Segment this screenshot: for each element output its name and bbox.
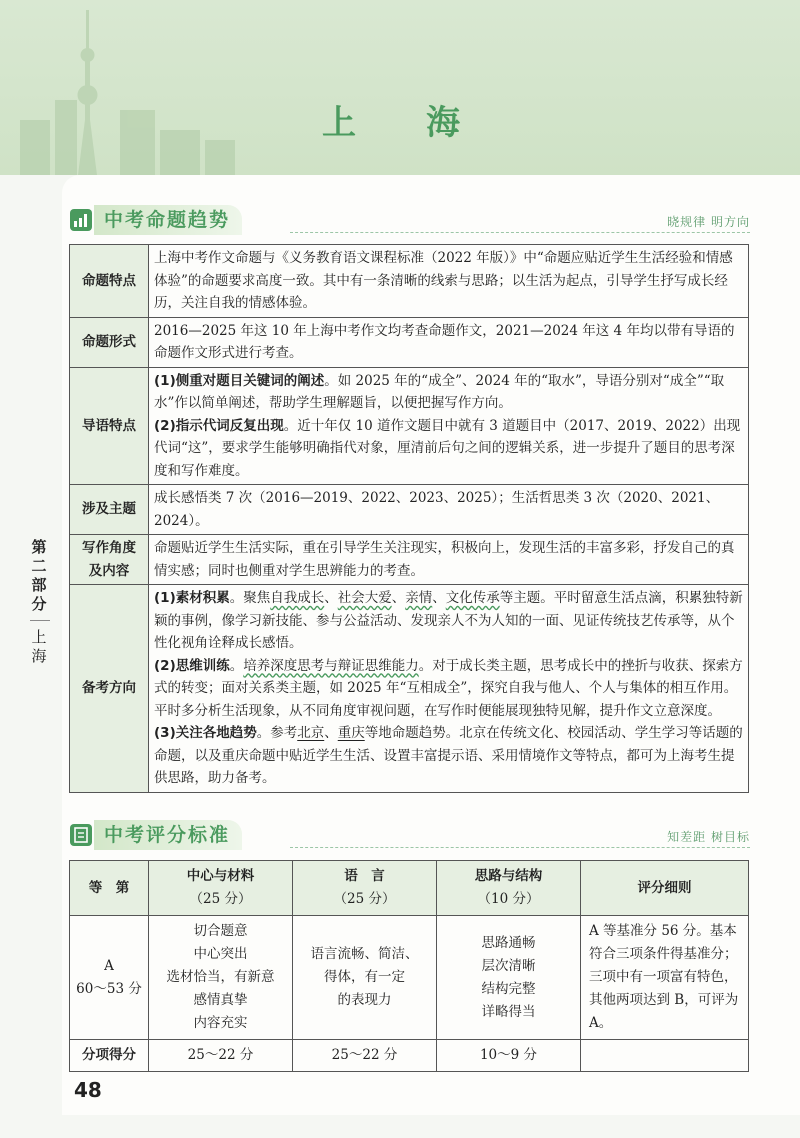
section-trend-heading xyxy=(70,205,750,235)
table-row xyxy=(70,585,749,793)
point-text: 等地命题趋势。北京在传统文化、校园活动、学生学习等话题的命题，以及重庆命题中贴近学生生活、设置丰富提示语、采用情境作文等特点，都可为上海考生提供思路，助力备考。 xyxy=(154,725,743,786)
section-trend-slogan: 晓规律 明方向 xyxy=(667,215,750,229)
grade-cell xyxy=(70,916,149,1040)
row-label: 导语特点 xyxy=(70,367,149,485)
language-cell xyxy=(293,916,437,1040)
criterion: 内容充实 xyxy=(193,1015,248,1031)
point-text: 。对于成长类主题，思考成长中的挫折与收获、探索方式的转变；面对关系类主题，如 2025 年“互相成全”，探究自我与他人、个人与集体的相互作用。平时多分析生活现象，从不同角度审视问题，在写作时便能展现独特见解，提升作文立意深度。 xyxy=(154,657,743,719)
row-text: 成长感悟类 7 次（2016—2019、2022、2023、2025）；生活哲思类 3 次（2020、2021、2024）。 xyxy=(149,485,749,535)
criterion: 详略得当 xyxy=(481,1003,536,1020)
row-text xyxy=(149,367,749,485)
row-text xyxy=(149,585,749,793)
column-header-label: 中心与材料 xyxy=(186,868,255,884)
point-text: 等主题。平时留意生活点滴，积累独特新颖的事例，像学习新技能、参与公益活动、发现亲人不为人知的一面、见证传统技艺传承等，从个性化视角诠释成长感悟。 xyxy=(154,590,743,651)
column-header xyxy=(70,861,149,916)
point-text: 。 xyxy=(229,657,244,674)
sub-score-structure: 10～9 分 xyxy=(437,1040,581,1072)
criterion: 的表现力 xyxy=(337,992,392,1008)
row-label: 备考方向 xyxy=(70,585,149,793)
key-phrase-highlight: 培养深度思考与辩证思维能力 xyxy=(243,657,419,674)
table-header-row xyxy=(70,861,749,916)
row-label: 涉及主题 xyxy=(70,485,149,535)
separator: 、 xyxy=(324,725,338,741)
separator: 、 xyxy=(391,590,406,606)
criterion: 语言流畅、简洁、 xyxy=(310,946,419,962)
bold-point: (3)关注各地趋势 xyxy=(154,725,257,741)
topic-highlight: 社会大爱 xyxy=(337,590,392,606)
chart-icon xyxy=(70,209,92,231)
header-band xyxy=(0,0,800,175)
separator: 、 xyxy=(432,590,446,606)
bold-point: (1)素材积累 xyxy=(154,590,230,606)
table-row xyxy=(70,1040,749,1072)
city-highlight: 北京 xyxy=(297,725,325,741)
shanghai-skyline-icon xyxy=(0,0,260,175)
score-table xyxy=(69,860,749,1072)
document-icon xyxy=(70,824,92,846)
table-row xyxy=(70,535,749,585)
sub-score-label: 分项得分 xyxy=(70,1040,149,1072)
divider xyxy=(290,847,750,848)
table-row xyxy=(70,245,749,318)
column-header xyxy=(149,861,293,916)
criterion: 切合题意 xyxy=(193,923,248,939)
criterion: 层次清晰 xyxy=(481,957,536,974)
trend-table xyxy=(69,244,749,793)
row-label-line: 及内容 xyxy=(88,562,130,579)
row-text: 2016—2025 年这 10 年上海中考作文均考查命题作文，2021—2024 年这 4 年均以带有导语的命题作文形式进行考查。 xyxy=(149,317,749,367)
structure-cell xyxy=(437,916,581,1040)
column-header xyxy=(293,861,437,916)
column-header-sub: （25 分） xyxy=(333,891,396,907)
side-tab-part: 第二部分 xyxy=(31,538,47,613)
bold-point: (2)思维训练 xyxy=(154,657,230,674)
page-title: 上 海 xyxy=(322,103,478,143)
criterion: 得体，有一定 xyxy=(324,969,405,985)
section-trend-title: 中考命题趋势 xyxy=(94,205,242,235)
criterion: 思路通畅 xyxy=(481,934,536,951)
table-row xyxy=(70,317,749,367)
side-tab-divider xyxy=(30,620,50,621)
row-label: 命题特点 xyxy=(70,245,149,318)
row-text: 命题贴近学生生活实际，重在引导学生关注现实，积极向上，发现生活的丰富多彩，抒发自己的真情实感；同时也侧重对学生思辨能力的考查。 xyxy=(149,535,749,585)
column-header-label: 等 第 xyxy=(88,879,130,896)
page-number: 48 xyxy=(74,1078,102,1102)
bold-point: (1)侧重对题目关键词的阐述 xyxy=(154,372,325,389)
row-text: 上海中考作文命题与《义务教育语文课程标准（2022 年版）》中“命题应贴近学生生活经验和情感体验”的命题要求高度一致。其中有一条清晰的线索与思路；以生活为起点，引导学生抒写成长经历，关注自我的情感体验。 xyxy=(149,245,749,318)
content-cell xyxy=(149,916,293,1040)
table-row xyxy=(70,367,749,485)
section-score-slogan: 知差距 树目标 xyxy=(667,830,750,844)
table-row xyxy=(70,916,749,1040)
column-header xyxy=(437,861,581,916)
column-header-label: 语 言 xyxy=(344,868,385,884)
separator: 、 xyxy=(324,590,338,606)
side-tab xyxy=(22,520,62,760)
sub-score-language: 25～22 分 xyxy=(293,1040,437,1072)
row-label xyxy=(70,535,149,585)
side-tab-region: 上海 xyxy=(31,628,47,665)
bold-point: (2)指示代词反复出现 xyxy=(154,417,284,434)
row-label: 命题形式 xyxy=(70,317,149,367)
topic-highlight: 亲情 xyxy=(405,590,433,606)
table-row xyxy=(70,485,749,535)
grade-letter: A xyxy=(104,957,114,974)
city-highlight: 重庆 xyxy=(337,725,365,741)
grade-range: 60～53 分 xyxy=(76,980,142,997)
criterion: 选材恰当，有新意 xyxy=(166,969,275,985)
rule-cell: A 等基准分 56 分。基本符合三项条件得基准分；三项中有一项富有特色，其他两项达到 B，可评为 A。 xyxy=(581,916,749,1040)
point-text: 。参考 xyxy=(256,725,298,741)
sub-score-content: 25～22 分 xyxy=(149,1040,293,1072)
criterion: 结构完整 xyxy=(481,980,536,997)
point-text: 。如 2025 年的“成全”、2024 年的“取水”，导语分别对“成全”“取水”作以简单阐述，帮助学生理解题旨，以便把握写作方向。 xyxy=(154,372,725,411)
divider xyxy=(290,232,750,233)
criterion: 感情真挚 xyxy=(193,992,248,1008)
column-header-label: 评分细则 xyxy=(637,879,692,896)
section-score-title: 中考评分标准 xyxy=(94,820,242,850)
column-header xyxy=(581,861,749,916)
point-text: 。聚焦 xyxy=(229,590,271,606)
column-header-label: 思路与结构 xyxy=(474,868,543,884)
topic-highlight: 自我成长 xyxy=(270,590,325,606)
criterion: 中心突出 xyxy=(193,946,248,962)
topic-highlight: 文化传承 xyxy=(445,590,500,606)
column-header-sub: （10 分） xyxy=(477,891,540,907)
point-text: 。近十年仅 10 道作文题目中就有 3 道题目中（2017、2019、2022）出现代词“这”，要求学生能够明确指代对象，厘清前后句之间的逻辑关系，进一步提升了题目的思考深度和写作难度。 xyxy=(154,417,741,479)
bottom-margin xyxy=(62,1115,800,1138)
column-header-sub: （25 分） xyxy=(189,891,252,907)
section-score-heading xyxy=(70,820,750,850)
sub-score-empty xyxy=(581,1040,749,1072)
row-label-line: 写作角度 xyxy=(82,540,136,556)
